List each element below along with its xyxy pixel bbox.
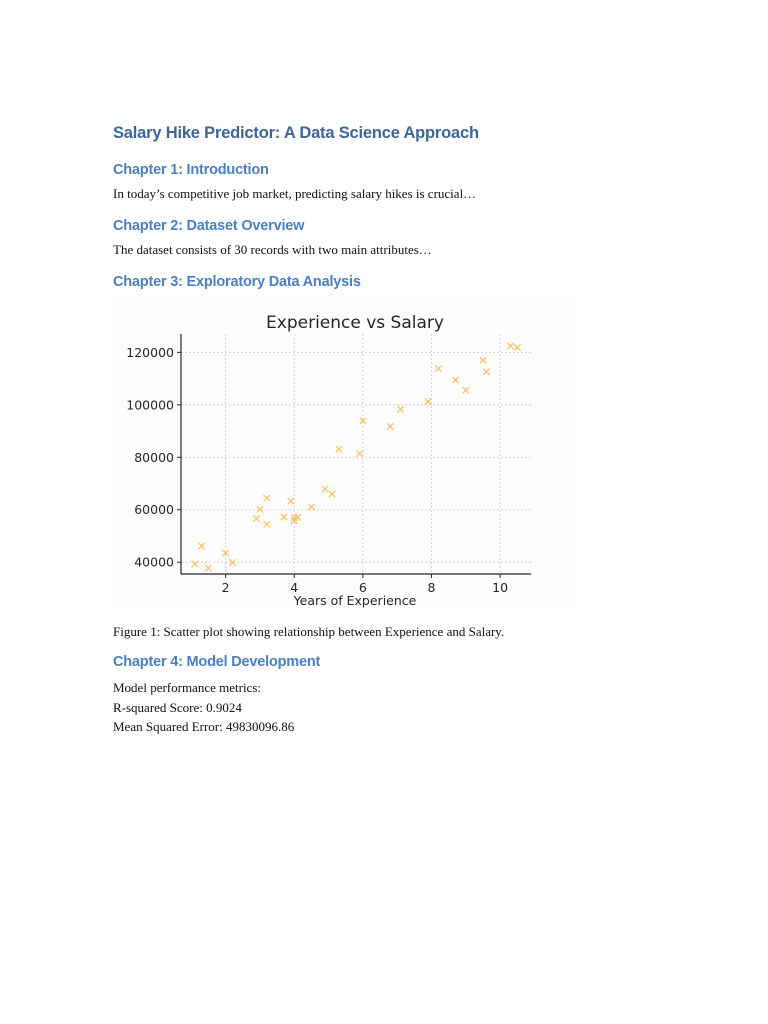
data-point	[356, 451, 362, 457]
x-tick-label: 4	[290, 580, 299, 595]
x-tick-label: 2	[221, 580, 230, 595]
data-point	[322, 486, 328, 492]
chapter-1-heading: Chapter 1: Introduction	[113, 162, 269, 178]
y-tick-label: 80000	[134, 449, 174, 465]
y-tick-label: 60000	[134, 502, 174, 518]
data-point	[205, 565, 211, 571]
data-point	[514, 344, 520, 350]
chapter-3-heading: Chapter 3: Exploratory Data Analysis	[113, 274, 361, 290]
y-tick-label: 40000	[134, 554, 174, 570]
y-tick-label: 120000	[126, 344, 174, 360]
grid-lines	[181, 334, 531, 574]
x-axis-label: Years of Experience	[293, 593, 417, 608]
chapter-2-heading: Chapter 2: Dataset Overview	[113, 218, 305, 234]
data-point	[463, 387, 469, 393]
x-tick-label: 10	[492, 580, 509, 595]
data-point	[507, 343, 513, 349]
data-point	[425, 398, 431, 404]
data-point	[483, 368, 489, 374]
document-title: Salary Hike Predictor: A Data Science Approach	[113, 124, 479, 142]
mean-squared-error: Mean Squared Error: 49830096.86	[113, 719, 295, 734]
data-point	[264, 495, 270, 501]
scatter-figure	[113, 296, 576, 609]
chapter-4-heading: Chapter 4: Model Development	[113, 654, 321, 670]
chapter-1-text: In today’s competitive job market, predicting salary hikes is crucial…	[113, 186, 477, 201]
r-squared-score: R-squared Score: 0.9024	[113, 699, 242, 715]
chart-axes	[177, 334, 531, 578]
data-point	[397, 406, 403, 412]
data-point	[253, 515, 259, 521]
data-point	[281, 514, 287, 520]
figure-caption: Figure 1: Scatter plot showing relationship between Experience and Salary.	[113, 624, 505, 639]
data-point	[336, 446, 342, 452]
metrics-intro: Model performance metrics:	[113, 680, 261, 695]
data-point	[480, 357, 486, 363]
data-point	[452, 377, 458, 383]
data-point	[308, 504, 314, 510]
chapter-2-text: The dataset consists of 30 records with two main attributes…	[113, 242, 432, 257]
tick-labels	[126, 345, 508, 595]
data-point	[198, 543, 204, 549]
data-point	[329, 491, 335, 497]
data-point	[294, 514, 300, 520]
data-point	[288, 498, 294, 504]
model-metrics	[113, 678, 294, 737]
scatter-chart	[113, 296, 576, 609]
data-points	[192, 343, 521, 571]
data-point	[264, 521, 270, 527]
y-tick-label: 100000	[126, 397, 174, 413]
data-point	[435, 365, 441, 371]
data-point	[192, 561, 198, 567]
x-tick-label: 6	[358, 580, 367, 595]
data-point	[387, 423, 393, 429]
chart-title: Experience vs Salary	[266, 313, 444, 333]
x-tick-label: 8	[427, 580, 436, 595]
